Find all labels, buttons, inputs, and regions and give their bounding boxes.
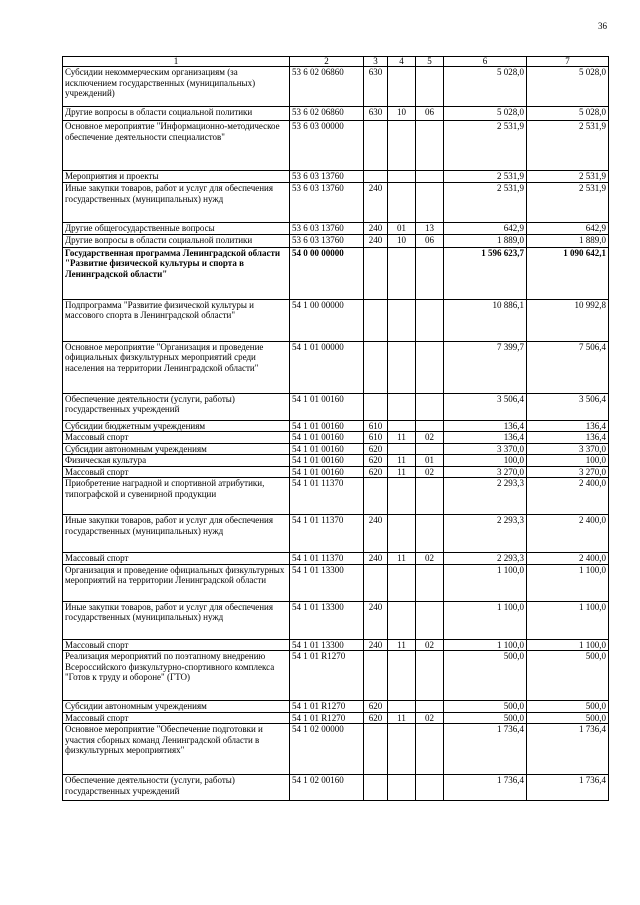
amount-year2-cell: 1 889,0 bbox=[527, 234, 609, 247]
section-cell bbox=[388, 420, 416, 432]
subsection-cell bbox=[416, 420, 444, 432]
target-code-cell: 53 6 03 13760 bbox=[290, 183, 364, 223]
table-row bbox=[63, 341, 609, 393]
table-row bbox=[63, 478, 609, 515]
amount-year2-cell: 1 090 642,1 bbox=[527, 247, 609, 299]
section-cell: 11 bbox=[388, 455, 416, 467]
row-name-cell: Иные закупки товаров, работ и услуг для обеспечения государственных (муниципальных) нужд bbox=[63, 515, 290, 553]
section-cell bbox=[388, 299, 416, 341]
row-name-cell: Массовый спорт bbox=[63, 712, 290, 724]
column-header: 7 bbox=[527, 57, 609, 67]
expense-type-cell: 240 bbox=[364, 601, 388, 639]
amount-year1-cell: 500,0 bbox=[444, 701, 527, 713]
expense-type-cell: 240 bbox=[364, 183, 388, 223]
table-row bbox=[63, 701, 609, 713]
target-code-cell: 54 1 01 00160 bbox=[290, 432, 364, 444]
section-cell: 11 bbox=[388, 553, 416, 565]
column-header: 6 bbox=[444, 57, 527, 67]
section-cell: 10 bbox=[388, 107, 416, 121]
row-name-cell: Приобретение наградной и спортивной атрибутики, типографской и сувенирной продукции bbox=[63, 478, 290, 515]
section-cell bbox=[388, 515, 416, 553]
amount-year2-cell: 10 992,8 bbox=[527, 299, 609, 341]
expense-type-cell: 610 bbox=[364, 432, 388, 444]
row-name-cell: Мероприятия и проекты bbox=[63, 171, 290, 183]
subsection-cell: 13 bbox=[416, 223, 444, 235]
amount-year2-cell: 2 400,0 bbox=[527, 553, 609, 565]
amount-year1-cell: 100,0 bbox=[444, 455, 527, 467]
section-cell bbox=[388, 183, 416, 223]
row-name-cell: Реализация мероприятий по поэтапному внедрению Всероссийского физкультурно-спортивного комплекса "Готов к труду и обороне" (ГТО) bbox=[63, 651, 290, 701]
section-cell bbox=[388, 171, 416, 183]
amount-year2-cell: 5 028,0 bbox=[527, 107, 609, 121]
subsection-cell bbox=[416, 775, 444, 801]
subsection-cell: 06 bbox=[416, 234, 444, 247]
expense-type-cell: 240 bbox=[364, 553, 388, 565]
column-header: 3 bbox=[364, 57, 388, 67]
amount-year2-cell: 2 531,9 bbox=[527, 171, 609, 183]
amount-year2-cell: 3 370,0 bbox=[527, 443, 609, 455]
target-code-cell: 54 1 01 13300 bbox=[290, 639, 364, 651]
subsection-cell bbox=[416, 299, 444, 341]
expense-type-cell bbox=[364, 341, 388, 393]
expense-type-cell: 630 bbox=[364, 67, 388, 107]
amount-year2-cell: 3 270,0 bbox=[527, 466, 609, 478]
amount-year1-cell: 1 889,0 bbox=[444, 234, 527, 247]
target-code-cell: 54 1 01 13300 bbox=[290, 601, 364, 639]
subsection-cell bbox=[416, 247, 444, 299]
table-row bbox=[63, 564, 609, 601]
subsection-cell bbox=[416, 341, 444, 393]
section-cell: 10 bbox=[388, 234, 416, 247]
amount-year2-cell: 3 506,4 bbox=[527, 393, 609, 420]
target-code-cell: 54 1 01 13300 bbox=[290, 564, 364, 601]
row-name-cell: Обеспечение деятельности (услуги, работы) государственных учреждений bbox=[63, 775, 290, 801]
subsection-cell: 02 bbox=[416, 466, 444, 478]
section-cell bbox=[388, 341, 416, 393]
expense-type-cell: 240 bbox=[364, 639, 388, 651]
target-code-cell: 54 1 00 00000 bbox=[290, 299, 364, 341]
target-code-cell: 53 6 02 06860 bbox=[290, 67, 364, 107]
target-code-cell: 54 1 02 00000 bbox=[290, 724, 364, 775]
amount-year2-cell: 100,0 bbox=[527, 455, 609, 467]
subsection-cell bbox=[416, 564, 444, 601]
section-cell bbox=[388, 393, 416, 420]
amount-year1-cell: 500,0 bbox=[444, 712, 527, 724]
subsection-cell bbox=[416, 183, 444, 223]
expense-type-cell: 240 bbox=[364, 234, 388, 247]
table-row bbox=[63, 393, 609, 420]
table-row bbox=[63, 107, 609, 121]
amount-year2-cell: 2 531,9 bbox=[527, 183, 609, 223]
subsection-cell bbox=[416, 121, 444, 171]
subsection-cell bbox=[416, 393, 444, 420]
section-cell bbox=[388, 724, 416, 775]
expense-type-cell: 630 bbox=[364, 107, 388, 121]
subsection-cell bbox=[416, 701, 444, 713]
target-code-cell: 53 6 03 13760 bbox=[290, 234, 364, 247]
section-cell bbox=[388, 478, 416, 515]
amount-year2-cell: 1 736,4 bbox=[527, 775, 609, 801]
amount-year1-cell: 5 028,0 bbox=[444, 107, 527, 121]
subsection-cell: 06 bbox=[416, 107, 444, 121]
row-name-cell: Организация и проведение официальных физкультурных мероприятий на территории Ленинградской области bbox=[63, 564, 290, 601]
section-cell: 11 bbox=[388, 712, 416, 724]
table-row bbox=[63, 466, 609, 478]
amount-year2-cell: 136,4 bbox=[527, 420, 609, 432]
amount-year1-cell: 1 736,4 bbox=[444, 724, 527, 775]
subsection-cell bbox=[416, 171, 444, 183]
expense-type-cell bbox=[364, 121, 388, 171]
amount-year1-cell: 136,4 bbox=[444, 420, 527, 432]
row-name-cell: Государственная программа Ленинградской области "Развитие физической культуры и спорта в Ленинградской области" bbox=[63, 247, 290, 299]
amount-year2-cell: 136,4 bbox=[527, 432, 609, 444]
amount-year1-cell: 2 293,3 bbox=[444, 515, 527, 553]
expense-type-cell bbox=[364, 299, 388, 341]
subsection-cell: 01 bbox=[416, 455, 444, 467]
amount-year1-cell: 2 293,3 bbox=[444, 478, 527, 515]
row-name-cell: Субсидии автономным учреждениям bbox=[63, 701, 290, 713]
amount-year1-cell: 5 028,0 bbox=[444, 67, 527, 107]
row-name-cell: Иные закупки товаров, работ и услуг для обеспечения государственных (муниципальных) нужд bbox=[63, 601, 290, 639]
amount-year1-cell: 3 370,0 bbox=[444, 443, 527, 455]
target-code-cell: 54 1 01 R1270 bbox=[290, 712, 364, 724]
column-header: 1 bbox=[63, 57, 290, 67]
section-cell: 11 bbox=[388, 432, 416, 444]
expense-type-cell: 240 bbox=[364, 515, 388, 553]
row-name-cell: Субсидии бюджетным учреждениям bbox=[63, 420, 290, 432]
target-code-cell: 53 6 02 06860 bbox=[290, 107, 364, 121]
expense-type-cell: 610 bbox=[364, 420, 388, 432]
section-cell bbox=[388, 67, 416, 107]
section-cell: 11 bbox=[388, 639, 416, 651]
amount-year1-cell: 3 506,4 bbox=[444, 393, 527, 420]
amount-year2-cell: 5 028,0 bbox=[527, 67, 609, 107]
target-code-cell: 53 6 03 13760 bbox=[290, 223, 364, 235]
expense-type-cell bbox=[364, 393, 388, 420]
target-code-cell: 53 6 03 00000 bbox=[290, 121, 364, 171]
target-code-cell: 54 1 01 00160 bbox=[290, 466, 364, 478]
target-code-cell: 53 6 03 13760 bbox=[290, 171, 364, 183]
table-row bbox=[63, 553, 609, 565]
subsection-cell bbox=[416, 478, 444, 515]
amount-year2-cell: 2 400,0 bbox=[527, 515, 609, 553]
row-name-cell: Массовый спорт bbox=[63, 432, 290, 444]
column-header: 4 bbox=[388, 57, 416, 67]
subsection-cell bbox=[416, 67, 444, 107]
subsection-cell: 02 bbox=[416, 432, 444, 444]
row-name-cell: Основное мероприятие "Организация и проведение официальных физкультурных мероприятий среди населения на территории Ленинградской области" bbox=[63, 341, 290, 393]
table-row bbox=[63, 299, 609, 341]
amount-year2-cell: 500,0 bbox=[527, 651, 609, 701]
subsection-cell: 02 bbox=[416, 712, 444, 724]
row-name-cell: Подпрограмма "Развитие физической культуры и массового спорта в Ленинградской области" bbox=[63, 299, 290, 341]
amount-year1-cell: 1 100,0 bbox=[444, 601, 527, 639]
table-row bbox=[63, 443, 609, 455]
table-row bbox=[63, 420, 609, 432]
row-name-cell: Массовый спорт bbox=[63, 639, 290, 651]
amount-year2-cell: 642,9 bbox=[527, 223, 609, 235]
amount-year2-cell: 2 531,9 bbox=[527, 121, 609, 171]
expense-type-cell bbox=[364, 247, 388, 299]
expense-type-cell bbox=[364, 478, 388, 515]
amount-year1-cell: 1 100,0 bbox=[444, 564, 527, 601]
row-name-cell: Основное мероприятие "Информационно-методическое обеспечение деятельности специалистов" bbox=[63, 121, 290, 171]
page-number: 36 bbox=[598, 21, 607, 31]
amount-year2-cell: 500,0 bbox=[527, 701, 609, 713]
target-code-cell: 54 1 01 11370 bbox=[290, 553, 364, 565]
row-name-cell: Обеспечение деятельности (услуги, работы) государственных учреждений bbox=[63, 393, 290, 420]
expense-type-cell bbox=[364, 651, 388, 701]
column-header: 2 bbox=[290, 57, 364, 67]
expense-type-cell: 620 bbox=[364, 701, 388, 713]
amount-year1-cell: 2 531,9 bbox=[444, 171, 527, 183]
column-header-row bbox=[63, 57, 609, 67]
target-code-cell: 54 1 01 00160 bbox=[290, 443, 364, 455]
amount-year1-cell: 1 100,0 bbox=[444, 639, 527, 651]
table-row bbox=[63, 432, 609, 444]
section-cell: 11 bbox=[388, 466, 416, 478]
amount-year2-cell: 1 736,4 bbox=[527, 724, 609, 775]
expense-type-cell bbox=[364, 775, 388, 801]
table-row bbox=[63, 601, 609, 639]
table-row bbox=[63, 455, 609, 467]
section-cell bbox=[388, 564, 416, 601]
amount-year1-cell: 642,9 bbox=[444, 223, 527, 235]
expense-type-cell bbox=[364, 171, 388, 183]
amount-year2-cell: 7 506,4 bbox=[527, 341, 609, 393]
expense-type-cell: 240 bbox=[364, 223, 388, 235]
target-code-cell: 54 1 02 00160 bbox=[290, 775, 364, 801]
table-row bbox=[63, 183, 609, 223]
table-row bbox=[63, 171, 609, 183]
table-row bbox=[63, 775, 609, 801]
subsection-cell bbox=[416, 443, 444, 455]
table-row bbox=[63, 234, 609, 247]
amount-year2-cell: 1 100,0 bbox=[527, 639, 609, 651]
expense-type-cell: 620 bbox=[364, 443, 388, 455]
target-code-cell: 54 1 01 11370 bbox=[290, 478, 364, 515]
row-name-cell: Физическая культура bbox=[63, 455, 290, 467]
target-code-cell: 54 1 01 00160 bbox=[290, 393, 364, 420]
budget-table bbox=[62, 56, 609, 801]
section-cell bbox=[388, 651, 416, 701]
row-name-cell: Массовый спорт bbox=[63, 466, 290, 478]
section-cell bbox=[388, 775, 416, 801]
subsection-cell bbox=[416, 515, 444, 553]
row-name-cell: Массовый спорт bbox=[63, 553, 290, 565]
section-cell bbox=[388, 247, 416, 299]
table-row bbox=[63, 67, 609, 107]
row-name-cell: Другие вопросы в области социальной политики bbox=[63, 107, 290, 121]
section-cell: 01 bbox=[388, 223, 416, 235]
row-name-cell: Другие общегосударственные вопросы bbox=[63, 223, 290, 235]
subsection-cell bbox=[416, 724, 444, 775]
amount-year2-cell: 500,0 bbox=[527, 712, 609, 724]
amount-year1-cell: 10 886,1 bbox=[444, 299, 527, 341]
target-code-cell: 54 1 01 R1270 bbox=[290, 701, 364, 713]
section-cell bbox=[388, 701, 416, 713]
subsection-cell bbox=[416, 651, 444, 701]
row-name-cell: Субсидии некоммерческим организациям (за исключением государственных (муниципальных) учреждений) bbox=[63, 67, 290, 107]
section-cell bbox=[388, 443, 416, 455]
section-cell bbox=[388, 121, 416, 171]
amount-year1-cell: 1 596 623,7 bbox=[444, 247, 527, 299]
amount-year1-cell: 500,0 bbox=[444, 651, 527, 701]
row-name-cell: Другие вопросы в области социальной политики bbox=[63, 234, 290, 247]
amount-year1-cell: 2 531,9 bbox=[444, 121, 527, 171]
subsection-cell bbox=[416, 601, 444, 639]
amount-year2-cell: 1 100,0 bbox=[527, 564, 609, 601]
expense-type-cell bbox=[364, 564, 388, 601]
target-code-cell: 54 1 01 00160 bbox=[290, 420, 364, 432]
amount-year1-cell: 136,4 bbox=[444, 432, 527, 444]
table-row bbox=[63, 515, 609, 553]
target-code-cell: 54 0 00 00000 bbox=[290, 247, 364, 299]
target-code-cell: 54 1 01 00000 bbox=[290, 341, 364, 393]
amount-year1-cell: 1 736,4 bbox=[444, 775, 527, 801]
amount-year2-cell: 1 100,0 bbox=[527, 601, 609, 639]
row-name-cell: Основное мероприятие "Обеспечение подготовки и участия сборных команд Ленинградской области в физкультурных мероприятиях" bbox=[63, 724, 290, 775]
table-row bbox=[63, 121, 609, 171]
section-cell bbox=[388, 601, 416, 639]
expense-type-cell: 620 bbox=[364, 712, 388, 724]
table-row bbox=[63, 651, 609, 701]
table-row bbox=[63, 247, 609, 299]
amount-year1-cell: 2 293,3 bbox=[444, 553, 527, 565]
amount-year1-cell: 3 270,0 bbox=[444, 466, 527, 478]
subsection-cell: 02 bbox=[416, 639, 444, 651]
target-code-cell: 54 1 01 R1270 bbox=[290, 651, 364, 701]
table-row bbox=[63, 223, 609, 235]
target-code-cell: 54 1 01 00160 bbox=[290, 455, 364, 467]
amount-year1-cell: 2 531,9 bbox=[444, 183, 527, 223]
table-row bbox=[63, 712, 609, 724]
amount-year1-cell: 7 399,7 bbox=[444, 341, 527, 393]
target-code-cell: 54 1 01 11370 bbox=[290, 515, 364, 553]
expense-type-cell: 620 bbox=[364, 455, 388, 467]
row-name-cell: Субсидии автономным учреждениям bbox=[63, 443, 290, 455]
row-name-cell: Иные закупки товаров, работ и услуг для обеспечения государственных (муниципальных) нужд bbox=[63, 183, 290, 223]
expense-type-cell bbox=[364, 724, 388, 775]
expense-type-cell: 620 bbox=[364, 466, 388, 478]
column-header: 5 bbox=[416, 57, 444, 67]
table-row bbox=[63, 724, 609, 775]
table-row bbox=[63, 639, 609, 651]
amount-year2-cell: 2 400,0 bbox=[527, 478, 609, 515]
subsection-cell: 02 bbox=[416, 553, 444, 565]
